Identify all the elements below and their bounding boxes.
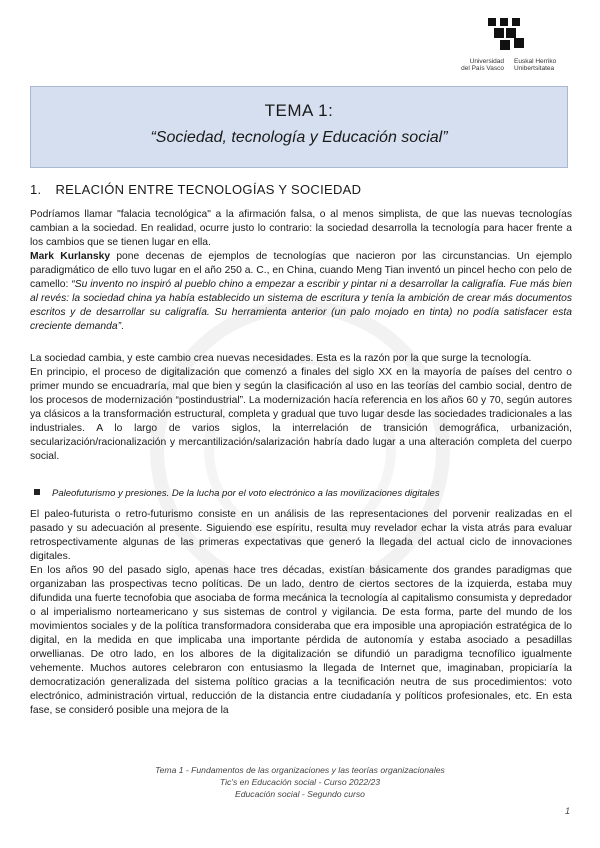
intro-text	[30, 208, 572, 334]
body-text-2	[30, 508, 572, 718]
section-heading	[30, 182, 361, 197]
upv-ehu-emblem-icon	[486, 16, 528, 54]
paragraph: La sociedad cambia, y este cambio crea nuevas necesidades. Esta es la razón por la que surge la tecnología.	[30, 353, 532, 364]
paragraph: En los años 90 del pasado siglo, apenas hace tres décadas, existían básicamente dos grandes paradigmas que organizaban las prospectivas tecno políticas. De un lado, dentro de ciertos sectores de la izquierda, estaba muy difundida una fuerte tecnofobia que asociaba de forma mecánica la tecnología al capitalismo consumista y depredador o al imperialismo norteamericano y sus sistemas de control y vigilancia. De esta forma, parte del mundo de los movimientos sociales y de la política transformadora consideraba que era imposible una apropiación estratégica de lo digital, en la medida en que implicaba una importante pérdida de autonomía y estaba asociado a pesadillas orwellianas. De otro lado, en los albores de la digitalización se difundió un paradigma tecnofílico igualmente vehemente. Muchos autores celebraron con entusiasmo la llegada de Internet que, imaginaban, propiciaría la democratización generalizada del sistema político gracias a la tecnificación neutra de sus procedimientos: voto electrónico, administración virtual, reducción de la distancia entre ciudadanía y políticos profesionales, etc. En esta fase, se consideró posible una mejora de la	[30, 565, 572, 716]
bullet-icon	[34, 489, 40, 495]
paragraph: En principio, el proceso de digitalización que comenzó a finales del siglo XX en la mayoría de países del centro o primer mundo se encuadraría, mal que bien y según la clasificación al uso en las teorías del cambio social, dentro de los procesos de modernización “postindustrial”. La modernización hacía referencia en los años 60 y 70, según autores ya clásicos a la transformación estructural, completa y gradual que tuvo lugar desde las sociedades tradicionales a las industriales. A lo largo de varios siglos, la interrelación de transición demográfica, urbanización, secularización/racionalización y mercantilización/salarización habría dado lugar a una alteración completa del cuerpo social.	[30, 367, 572, 462]
logo-text-basque: Euskal Herriko Unibertsitatea	[514, 58, 557, 72]
title-line2: “Sociedad, tecnología y Educación social”	[150, 129, 448, 146]
page-footer: Tema 1 - Fundamentos de las organizaciones y las teorías organizacionales Tic's en Educación social - Curso 2022/23 Educación social - Segundo curso	[155, 765, 445, 799]
section-title: RELACIÓN ENTRE TECNOLOGÍAS Y SOCIEDAD	[55, 182, 362, 197]
page-number: 1	[565, 806, 571, 816]
paragraph: Podríamos llamar "falacia tecnológica" a la afirmación falsa, o al menos simplista, de que las nuevas tecnologías cambian a la sociedad. En realidad, ocurre justo lo contrario: la sociedad desarrolla la tecnología para hacer frente a los cambios que se tienen lugar en ella.	[30, 209, 572, 248]
logo-text-spanish: Universidad del País Vasco	[461, 58, 504, 72]
quote: “Su invento no inspiró al pueblo chino a empezar a escribir y pintar ni a desarrollar la caligrafía. Fue más bien al revés: la sociedad china ya había establecido un sistema de escritura y tenía la ambición de crear más documentos escritos y de desarrollar su caligrafía. Su herramienta anterior (un palo mojado en tinta) no podía satisfacer esta creciente demanda”	[30, 279, 573, 332]
title-line1: TEMA 1:	[264, 101, 334, 120]
author-name: Mark Kurlansky	[30, 251, 111, 262]
paragraph: El paleo-futurista o retro-futurismo consiste en un análisis de las representaciones del porvenir realizadas en el pasado y su adecuación al presente. Siguiendo ese espíritu, resulta muy revelador echar la vista atrás para evaluar retrospectivamente algunas de las primeras expectativas que generó la llegada del actual ciclo de innovaciones digitales.	[30, 509, 572, 562]
section-number: 1.	[30, 182, 42, 197]
sub-heading: Paleofuturismo y presiones. De la lucha por el voto electrónico a las movilizaciones digitales	[30, 488, 440, 499]
university-logo	[440, 16, 580, 76]
paragraph: Mark Kurlansky pone decenas de ejemplos de tecnologías que nacieron por las circunstancias. Un ejemplo paradigmático de ello tuvo lugar en el año 250 a. C., en China, cuando Meng Tian inventó un pincel hecho con pelo de camello: “Su invento no inspiró al pueblo chino a empezar a escribir y pintar ni a desarrollar la caligrafía. Fue más bien al revés: la sociedad china ya había establecido un sistema de escritura y tenía la ambición de crear más documentos escritos y de desarrollar su caligrafía. Su herramienta anterior (un palo mojado en tinta) no podía satisfacer esta creciente demanda”.	[30, 251, 573, 332]
title-box	[30, 86, 568, 168]
body-text	[30, 352, 572, 464]
